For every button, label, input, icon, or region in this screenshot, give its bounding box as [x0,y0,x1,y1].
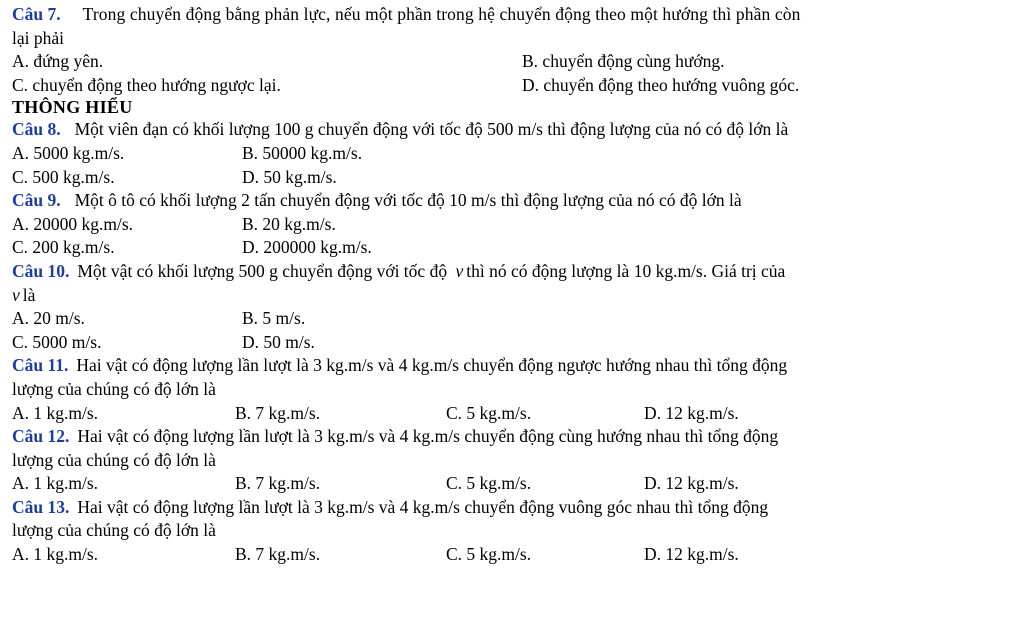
option-b: B. 20 kg.m/s. [242,213,336,234]
question-12 [12,425,1014,496]
option-c: C. chuyển động theo hướng ngược lại. [12,74,281,95]
question-text: là [22,284,36,305]
question-8-line [12,118,1014,142]
option-c: C. 200 kg.m/s. [12,237,115,258]
question-13-line-2 [12,519,1014,543]
answer-options [12,236,1014,260]
question-12-line-2 [12,449,1014,473]
answer-options [12,331,1014,355]
question-number: Câu 12. [12,426,70,447]
option-a: A. 20 m/s. [12,308,85,329]
option-a: A. 1 kg.m/s. [12,473,99,494]
option-a: A. 1 kg.m/s. [12,544,99,565]
option-a: A. đứng yên. [12,51,104,72]
answer-options [12,402,1014,426]
option-b: B. 7 kg.m/s. [235,544,321,565]
question-9 [12,189,1014,260]
variable-v: v [455,260,464,281]
question-text: Hai vật có động lượng lần lượt là 3 kg.m/s và 4 kg.m/s chuyển động cùng hướng nhau thì tổng động [77,426,779,447]
option-d: D. 50 m/s. [242,331,315,352]
option-b: B. 7 kg.m/s. [235,473,321,494]
question-7-line-1 [12,3,1014,27]
answer-options [12,543,1014,567]
option-c: C. 5000 m/s. [12,331,102,352]
question-13-line-1 [12,496,1014,520]
answer-options [12,166,1014,190]
variable-v: v [12,284,20,305]
option-d: D. 50 kg.m/s. [242,166,337,187]
question-text: lượng của chúng có độ lớn là [12,378,216,399]
question-7 [12,3,1014,97]
question-10 [12,260,1014,354]
question-text: Một vật có khối lượng 500 g chuyển động với tốc độ [77,260,448,281]
question-8 [12,118,1014,189]
question-number: Câu 13. [12,496,70,517]
question-number: Câu 9. [12,190,61,211]
option-c: C. 500 kg.m/s. [12,166,115,187]
question-text: lượng của chúng có độ lớn là [12,520,216,541]
section-heading: THÔNG HIỂU [12,97,133,118]
question-13 [12,496,1014,567]
option-d: D. 12 kg.m/s. [644,473,739,494]
question-11-line-2 [12,378,1014,402]
option-a: A. 1 kg.m/s. [12,402,99,423]
question-number: Câu 7. [12,4,61,24]
question-number: Câu 10. [12,260,70,281]
question-11 [12,354,1014,425]
option-b: B. 7 kg.m/s. [235,402,321,423]
option-d: D. 12 kg.m/s. [644,544,739,565]
question-9-line [12,189,1014,213]
question-text: lượng của chúng có độ lớn là [12,449,216,470]
answer-options [12,142,1014,166]
option-b: B. 50000 kg.m/s. [242,142,363,163]
option-c: C. 5 kg.m/s. [446,402,532,423]
option-a: A. 5000 kg.m/s. [12,142,125,163]
question-10-line-2 [12,284,1014,308]
question-10-line-1 [12,260,1014,284]
question-text: Hai vật có động lượng lần lượt là 3 kg.m/s và 4 kg.m/s chuyển động ngược hướng nhau thì tổng động [76,355,788,376]
option-d: D. chuyển động theo hướng vuông góc. [522,74,800,95]
question-7-line-2 [12,27,1014,51]
question-text: lại phải [12,27,64,48]
question-11-line-1 [12,354,1014,378]
answer-options [12,74,1014,98]
question-text: Một ô tô có khối lượng 2 tấn chuyển động với tốc độ 10 m/s thì động lượng của nó có độ lớn là [74,190,742,211]
question-text: Trong chuyển động bằng phản lực, nếu một phần trong hệ chuyển động theo một hướng thì phần còn [82,4,801,24]
option-b: B. 5 m/s. [242,308,306,329]
answer-options [12,50,1014,74]
answer-options [12,213,1014,237]
option-a: A. 20000 kg.m/s. [12,213,134,234]
answer-options [12,472,1014,496]
question-number: Câu 8. [12,119,61,140]
question-12-line-1 [12,425,1014,449]
option-d: D. 12 kg.m/s. [644,402,739,423]
option-b: B. chuyển động cùng hướng. [522,51,725,72]
question-text: Hai vật có động lượng lần lượt là 3 kg.m/s và 4 kg.m/s chuyển động vuông góc nhau thì tổng động [77,496,769,517]
option-c: C. 5 kg.m/s. [446,473,532,494]
answer-options [12,307,1014,331]
question-number: Câu 11. [12,355,69,376]
option-c: C. 5 kg.m/s. [446,544,532,565]
question-text: thì nó có động lượng là 10 kg.m/s. Giá trị của [466,260,786,281]
question-text: Một viên đạn có khối lượng 100 g chuyển động với tốc độ 500 m/s thì động lượng của nó có độ lớn là [74,119,789,140]
option-d: D. 200000 kg.m/s. [242,237,372,258]
